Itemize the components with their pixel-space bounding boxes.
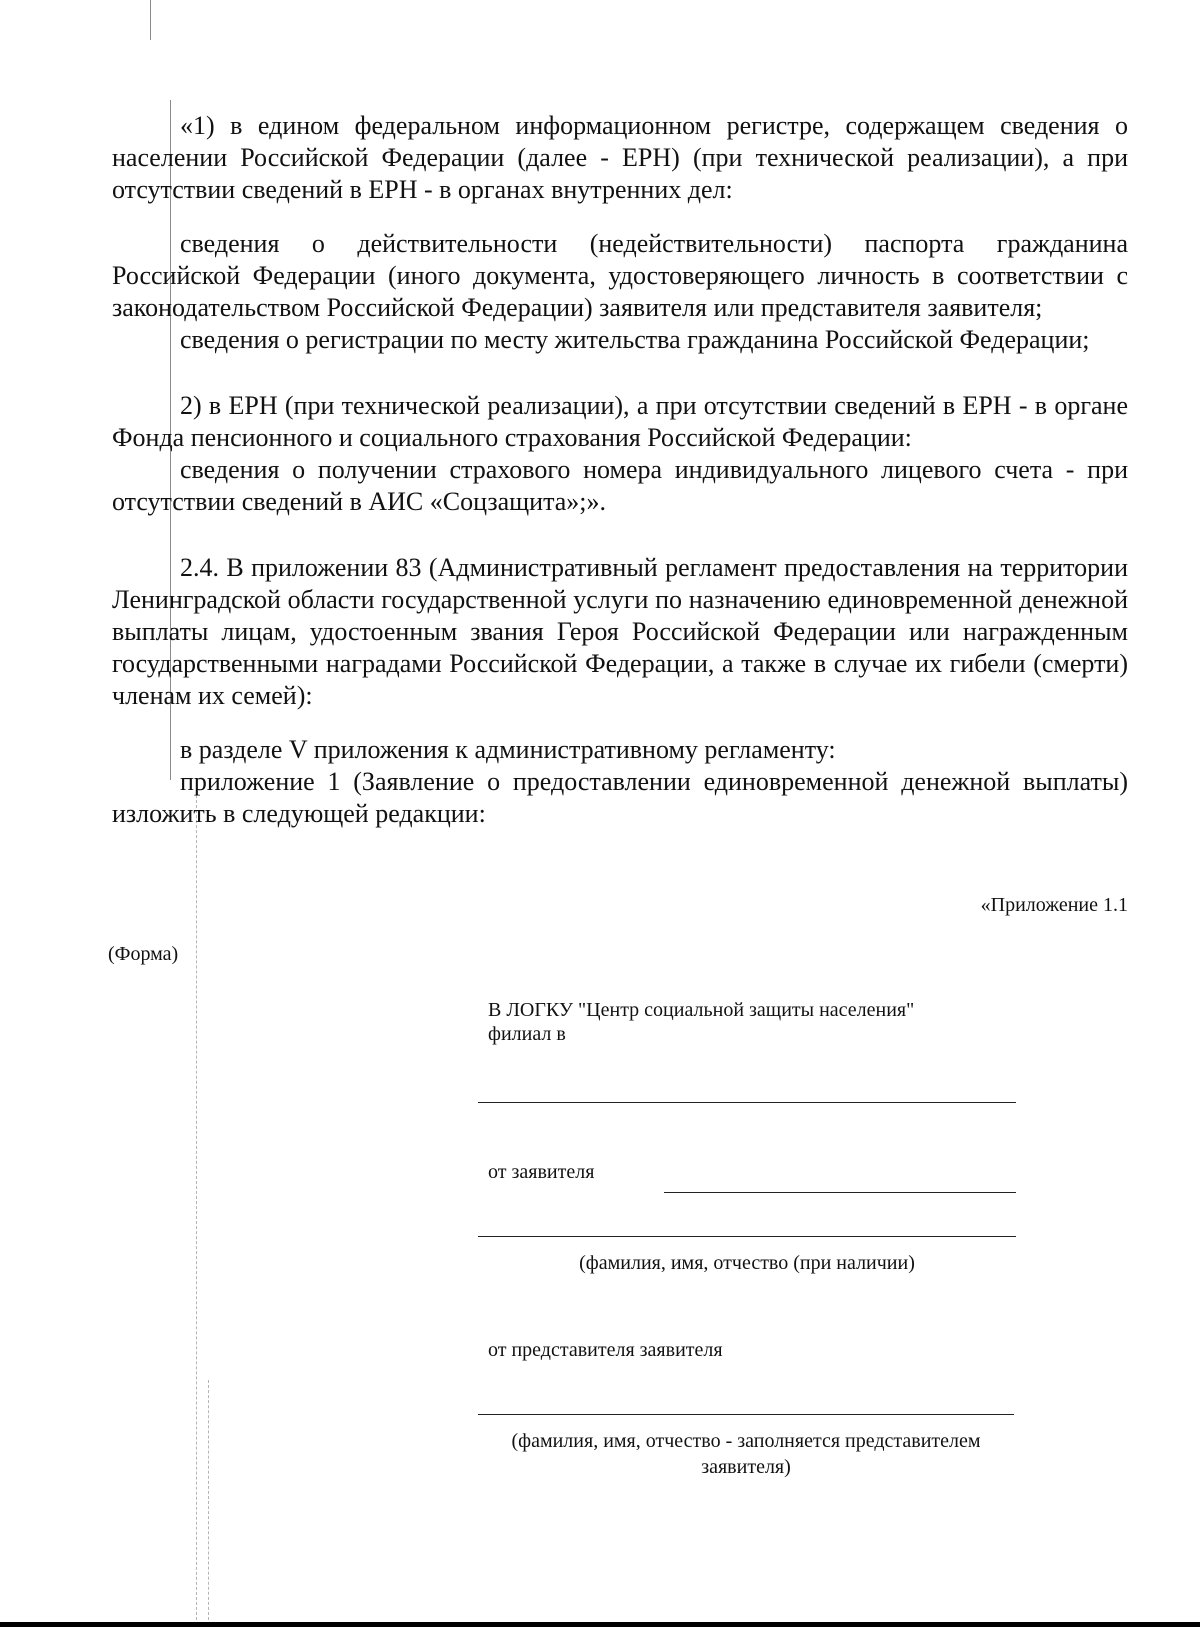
applicant-caption: (фамилия, имя, отчество (при наличии)	[579, 1252, 915, 1274]
scan-margin-line	[208, 1380, 209, 1620]
branch-fill-line	[478, 1102, 1016, 1103]
paragraph-erd-register: «1) в едином федеральном информационном регистре, содержащем сведения о населении Российской Федерации (далее - ЕРН) (при технической реализации), а при отсутствии сведений в ЕРН - в органах внутренних дел:	[112, 111, 1128, 204]
paragraph-appendix-1: приложение 1 (Заявление о предоставлении единовременной денежной выплаты) изложить в следующей редакции:	[112, 767, 1128, 828]
representative-caption-line: заявителя)	[701, 1456, 791, 1478]
paragraph-section-v: в разделе V приложения к административному регламенту:	[180, 735, 836, 764]
paragraph-insurance-number: сведения о получении страхового номера индивидуального лицевого счета - при отсутствии сведений в АИС «Соцзащита»;».	[112, 455, 1128, 516]
scan-bottom-edge	[0, 1622, 1200, 1627]
representative-name-line	[478, 1414, 1014, 1415]
representative-caption-line: (фамилия, имя, отчество - заполняется представителем	[511, 1430, 981, 1452]
main-text	[112, 110, 1128, 830]
applicant-name-line	[478, 1236, 1016, 1237]
scan-margin-line	[150, 0, 151, 40]
paragraph-appendix-83: 2.4. В приложении 83 (Административный регламент предоставления на территории Ленинградской области государственной услуги по назначению единовременной денежной выплаты лицам, удостоенным звания Героя Российской Федерации или награжденным государственными наградами Российской Федерации, а также в случае их гибели (смерти) членам их семей):	[112, 553, 1128, 710]
paragraph-passport-validity: сведения о действительности (недействительности) паспорта гражданина Российской Федерации (иного документа, удостоверяющего личность в соответствии с законодательством Российской Федерации) заявителя или представителя заявителя;	[112, 229, 1128, 322]
addressee-line: В ЛОГКУ "Центр социальной защиты населения"	[488, 999, 915, 1021]
paragraph-pension-fund: 2) в ЕРН (при технической реализации), а при отсутствии сведений в ЕРН - в органе Фонда пенсионного и социального страхования Российской Федерации:	[112, 391, 1128, 452]
addressee-block	[488, 998, 1048, 1046]
from-applicant-label: от заявителя	[488, 1161, 595, 1183]
form-label: (Форма)	[108, 943, 179, 965]
addressee-branch: филиал в	[488, 1023, 566, 1045]
applicant-fill-line	[664, 1192, 1016, 1193]
from-representative-label: от представителя заявителя	[488, 1339, 723, 1361]
representative-caption	[470, 1428, 1022, 1480]
scan-margin-line	[196, 780, 197, 1620]
paragraph-residence-registration: сведения о регистрации по месту жительства гражданина Российской Федерации;	[180, 325, 1090, 354]
appendix-title: «Приложение 1.1	[980, 894, 1128, 916]
